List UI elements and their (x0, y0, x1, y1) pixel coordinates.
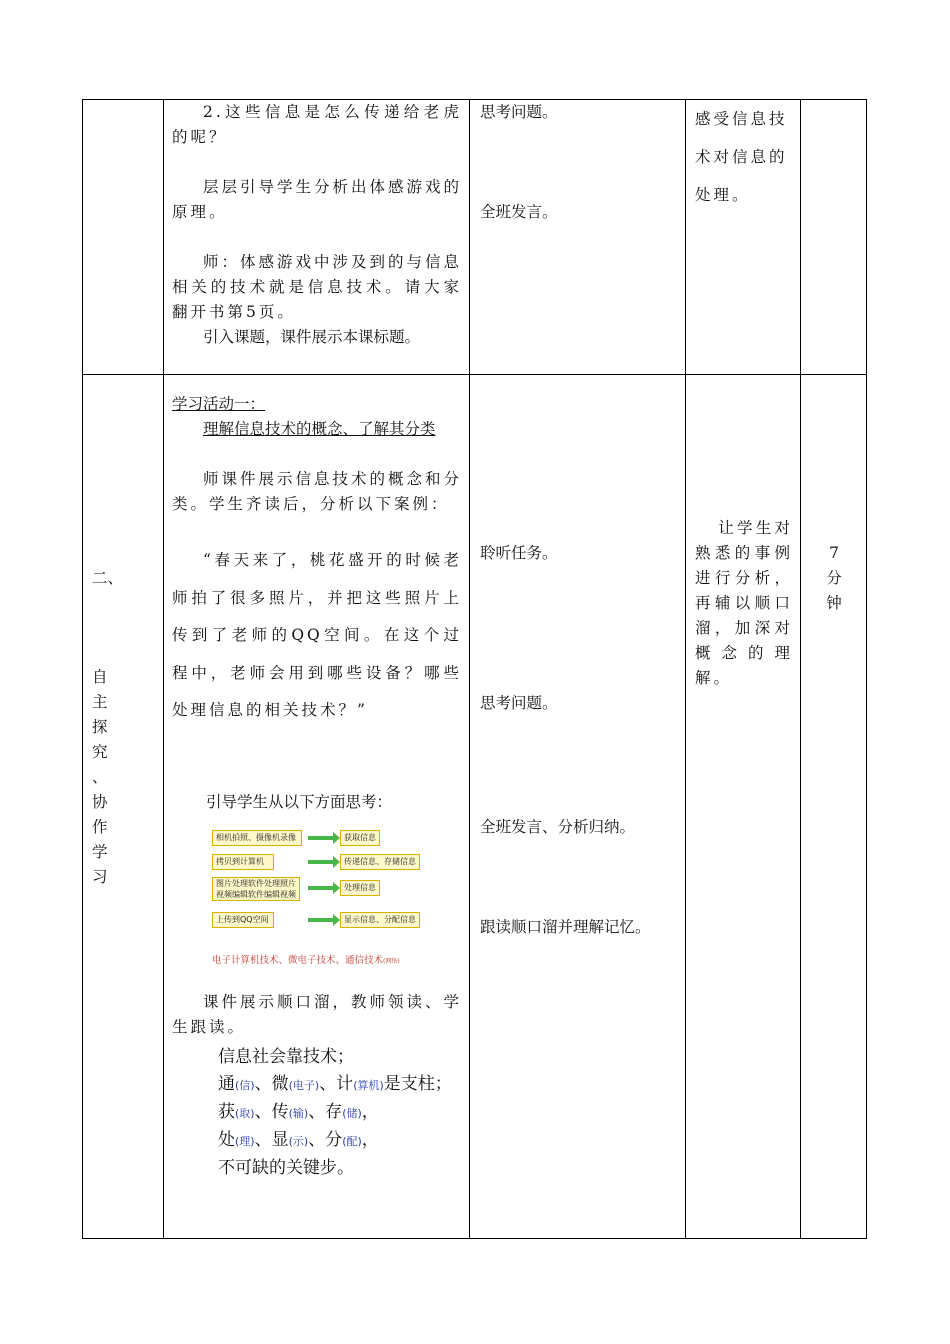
row1-paragraph-2: 层层引导学生分析出体感游戏的原理。 (172, 178, 463, 221)
row1-paragraph-1: 2.这些信息是怎么传递给老虎的呢？ (172, 103, 462, 146)
row1-paragraph-3: 师：体感游戏中涉及到的与信息相关的技术就是信息技术。请大家翻开书第5页。 (172, 253, 463, 321)
time-char: 钟 (826, 594, 842, 612)
poem-line-3: 获(取)、传(输)、存(储)， (218, 1102, 379, 1122)
row2-intent (695, 516, 793, 691)
stage-number: 二、 (92, 569, 124, 587)
arrow-right-icon (308, 860, 334, 864)
table-bottom-border (82, 1238, 867, 1239)
row2-student-s1: 聆听任务。 (480, 544, 558, 562)
activity-subtitle: 理解信息技术的概念、了解其分类 (203, 420, 436, 438)
stage-name-char: 主 (92, 693, 108, 711)
row-divider (82, 374, 867, 375)
col-border-6 (866, 99, 867, 1239)
arrow-right-icon (308, 836, 334, 840)
stage-name-char: 究 (92, 743, 108, 761)
poem-line-1: 信息社会靠技术； (218, 1047, 354, 1067)
row2-intent-text: 让学生对熟悉的事例进行分析，再辅以顺口溜，加深对概念的理解。 (695, 519, 793, 687)
flow-right-box: 处理信息 (340, 880, 380, 896)
guide-text: 引导学生从以下方面思考： (206, 793, 393, 811)
col-border-1 (82, 99, 83, 1239)
poem-line-2: 通(信)、微(电子)、计(算机)是支柱； (218, 1074, 452, 1094)
col-border-3 (469, 99, 470, 1239)
row2-content-cell (172, 392, 462, 730)
time-char: 分 (826, 569, 842, 587)
col-border-4 (685, 99, 686, 1239)
arrow-right-icon (308, 918, 334, 922)
stage-name (92, 665, 112, 890)
stage-name-char: 作 (92, 818, 108, 836)
flow-left-box: 图片处理软件处理照片 视频编辑软件编辑视频 (212, 877, 300, 901)
row1-intent: 感受信息技术对信息的处理。 (695, 110, 788, 204)
flow-caption (212, 952, 400, 966)
row1-paragraph-4: 引入课题，课件展示本课标题。 (203, 328, 421, 346)
row2-student-s3: 全班发言、分析归纳。 (480, 818, 636, 836)
row2-after-paragraph (172, 990, 462, 1040)
row2-paragraph-after: 课件展示顺口溜，教师领读、学生跟读。 (172, 993, 463, 1036)
row2-student-s2: 思考问题。 (480, 694, 558, 712)
flow-left-box: 上传到QQ空间 (212, 912, 274, 928)
row2-paragraph-1: 师课件展示信息技术的概念和分类。学生齐读后，分析以下案例： (172, 470, 463, 513)
case-quote: “春天来了，桃花盛开的时候老师拍了很多照片，并把这些照片上传到了老师的QQ空间。在这个过程中，老师会用到哪些设备？哪些处理信息的相关技术？” (172, 551, 462, 719)
col-border-5 (800, 99, 801, 1239)
activity-title: 学习活动一： (172, 395, 266, 413)
stage-name-char: 习 (92, 868, 108, 886)
stage-name-char: 探 (92, 718, 108, 736)
poem-line-4: 处(理)、显(示)、分(配)， (218, 1130, 379, 1150)
arrow-right-icon (308, 886, 334, 890)
row1-content-cell (172, 100, 462, 350)
poem-line-5: 不可缺的关键步。 (218, 1158, 354, 1178)
flow-left-box: 相机拍照、摄像机录像 (212, 830, 302, 846)
row2-student-s4: 跟读顺口溜并理解记忆。 (480, 918, 651, 936)
rhyme-poem (218, 1044, 452, 1182)
time-allotment (826, 541, 842, 616)
flow-caption-small: (网络) (383, 958, 400, 965)
stage-name-char: 协 (92, 793, 108, 811)
col-border-2 (163, 99, 164, 1239)
row1-student-s2: 全班发言。 (480, 203, 558, 221)
flow-right-box: 传递信息、存储信息 (340, 854, 420, 870)
info-flow-diagram (212, 830, 432, 970)
stage-name-char: 、 (92, 768, 108, 786)
row1-student-s1: 思考问题。 (480, 103, 558, 121)
flow-right-box: 显示信息、分配信息 (340, 912, 420, 928)
flow-left-box: 拷贝到计算机 (212, 854, 274, 870)
stage-name-char: 学 (92, 843, 108, 861)
stage-name-char: 自 (92, 668, 108, 686)
time-char: 7 (829, 544, 839, 562)
flow-right-box: 获取信息 (340, 830, 380, 846)
flow-caption-text: 电子计算机技术、微电子技术、通信技术 (212, 955, 384, 966)
